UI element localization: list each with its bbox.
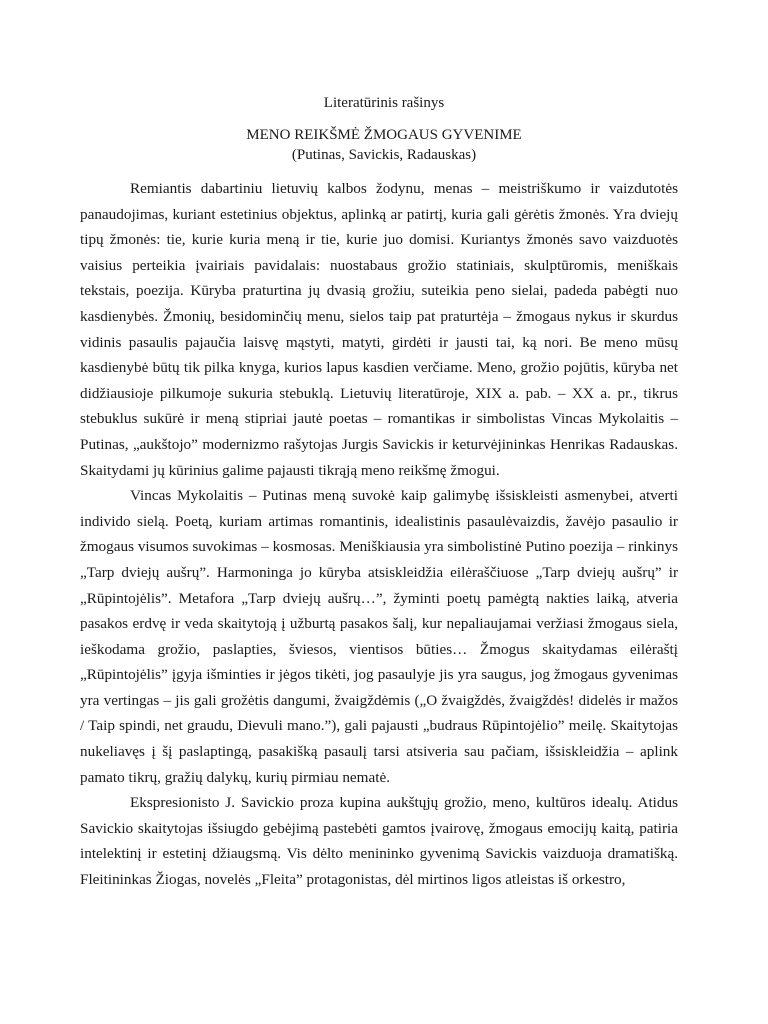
document-body xyxy=(80,176,678,893)
document-subtitle: (Putinas, Savickis, Radauskas) xyxy=(291,147,477,163)
paragraph-putinas: Vincas Mykolaitis – Putinas meną suvokė kaip galimybę išsiskleisti asmenybei, atverti individo sielą. Poetą, kuriam artimas romantinis, idealistinis pasaulėvaizdis, žavėjo pasaulio ir žmogaus visumos suvokimas – kosmosas. Meniškiausia yra simbolistinė Putino poezija – rinkinys „Tarp dviejų aušrų”. Harmoninga jo kūryba atsiskleidžia eilėraščiuose „Tarp dviejų aušrų” ir „Rūpintojėlis”. Metafora „Tarp dviejų aušrų…”, žyminti poetų pamėgtą nakties laiką, atveria pasakos erdvę ir veda skaitytoją į užburtą pasakos šalį, kur nepaliaujamai veržiasi žmogaus siela, ieškodama grožio, paslapties, šviesos, vientisos būties… Žmogus skaitydamas eilėraštį „Rūpintojėlis” įgyja išminties ir jėgos tikėti, jog pasaulyje jis yra saugus, jog žmogaus gyvenimas yra vertingas – jis gali grožėtis dangumi, žvaigždėmis („O žvaigždės, žvaigždės! didelės ir mažos / Taip spindi, net graudu, Dievuli mano.”), gali pajausti „budraus Rūpintojėlio” meilę. Skaitytojas nukeliavęs į šį paslaptingą, pasakišką pasaulį tarsi atsiveria sau pačiam, išsiskleidžia – aplink pamato tikrų, gražių dalykų, kurių pirmiau nematė. xyxy=(80,487,678,786)
document-label: Literatūrinis rašinys xyxy=(323,95,445,111)
paragraph-intro: Remiantis dabartiniu lietuvių kalbos žodynu, menas – meistriškumo ir vaizdutotės panaudojimas, kuriant estetinius objektus, aplinką ar patirtį, kuria gali gėrėtis žmonės. Yra dviejų tipų žmonės: tie, kurie kuria meną ir tie, kurie juo domisi. Kuriantys žmonės savo vaizduotės vaisius perteikia įvairiais pavidalais: nuostabaus grožio statiniais, skulptūromis, meniškais tekstais, poezija. Kūryba praturtina jų dvasią grožiu, suteikia peno sielai, padeda pabėgti nuo kasdienybės. Žmonių, besidominčių menu, sielos taip pat praturtėja – žmogaus nykus ir skurdus vidinis pasaulis pajaučia laisvę mąstyti, matyti, girdėti ir jausti tai, ką nori. Be meno mūsų kasdienybė būtų tik pilka knyga, kurios lapus kasdien verčiame. Meno, grožio pojūtis, kūryba net didžiausioje pilkumoje sukuria stebuklą. Lietuvių literatūroje, XIX a. pab. – XX a. pr., tikrus stebuklus sukūrė ir meną stipriai jautė poetas – romantikas ir simbolistas Vincas Mykolaitis – Putinas, „aukštojo” modernizmo rašytojas Jurgis Savickis ir keturvėjininkas Henrikas Radauskas. Skaitydami jų kūrinius galime pajausti tikrąją meno reikšmę žmogui. xyxy=(80,180,678,479)
paragraph-savickis: Ekspresionisto J. Savickio proza kupina aukštųjų grožio, meno, kultūros idealų. Atidus Savickio skaitytojas išsiugdo gebėjimą pastebėti gamtos įvairovę, žmogaus emocijų kaitą, patiria intelektinį ir estetinį džiaugsmą. Vis dėlto menininko gyvenimą Savickis vaizduoja dramatišką. Fleitininkas Žiogas, novelės „Fleita” protagonistas, dėl mirtinos ligos atleistas iš orkestro, xyxy=(80,794,678,889)
document-title: MENO REIKŠMĖ ŽMOGAUS GYVENIME xyxy=(246,127,522,143)
